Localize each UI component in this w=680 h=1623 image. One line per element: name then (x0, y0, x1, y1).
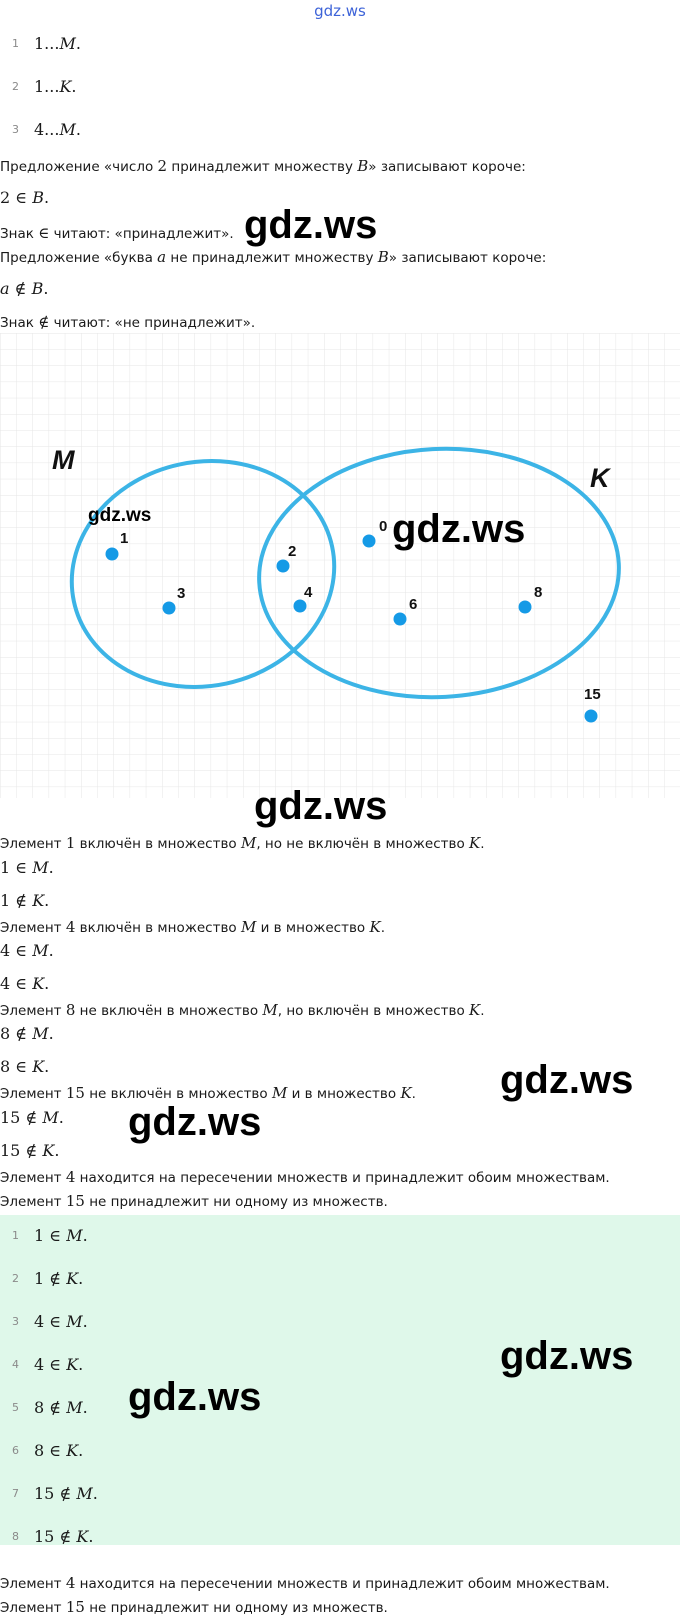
list-value: 1 ∈ M. (34, 1226, 88, 1245)
list-value: 1 ∉ K. (34, 1269, 84, 1288)
theory-formula-1: 2 ∈ B. (0, 188, 50, 207)
list-number: 1 (12, 37, 19, 50)
explanation-sentence-3: Элемент 8 не включён в множество M, но включён в множество K. (0, 1001, 485, 1019)
list-item (12, 119, 81, 141)
point-dot (519, 601, 532, 614)
list-number: 4 (12, 1358, 19, 1371)
list-value: 1...K. (34, 77, 77, 96)
point-dot (163, 602, 176, 615)
answer-item (12, 1268, 83, 1290)
theory-sentence-4: Знак ∉ читают: «не принадлежит». (0, 313, 256, 331)
answer-item (12, 1225, 88, 1247)
point-label: 2 (288, 543, 297, 560)
answer-item (12, 1397, 88, 1419)
point-label: 0 (379, 518, 388, 535)
watermark: gdz.ws (88, 505, 152, 526)
explanation-sentence-4: Элемент 15 не включён в множество M и в множество K. (0, 1084, 416, 1102)
explanation-formula: 8 ∈ K. (0, 1057, 50, 1076)
point-label: 1 (120, 530, 129, 547)
point-dot (394, 613, 407, 626)
point-label: 6 (409, 596, 418, 613)
list-number: 5 (12, 1401, 19, 1414)
list-number: 2 (12, 80, 19, 93)
list-number: 6 (12, 1444, 19, 1457)
theory-sentence-2: Знак ∈ читают: «принадлежит». (0, 224, 234, 242)
set-k-label: K (590, 463, 610, 493)
explanation-conclusion-2: Элемент 15 не принадлежит ни одному из множеств. (0, 1192, 388, 1210)
watermark: gdz.ws (500, 1058, 634, 1102)
list-number: 3 (12, 1315, 19, 1328)
watermark: gdz.ws (244, 203, 378, 247)
answer-conclusion-1: Элемент 4 находится на пересечении множеств и принадлежит обоим множествам. (0, 1574, 610, 1592)
point-dot (294, 600, 307, 613)
list-number: 8 (12, 1530, 19, 1543)
list-value: 4 ∈ K. (34, 1355, 84, 1374)
grid-background (0, 333, 680, 798)
list-item (12, 76, 76, 98)
explanation-formula: 1 ∉ K. (0, 891, 50, 910)
explanation-formula: 4 ∈ M. (0, 941, 54, 960)
explanation-sentence-1: Элемент 1 включён в множество M, но не включён в множество K. (0, 834, 485, 852)
answer-item (12, 1526, 93, 1548)
explanation-formula: 4 ∈ K. (0, 974, 50, 993)
point-label: 15 (584, 686, 601, 703)
list-number: 1 (12, 1229, 19, 1242)
theory-formula-2: a ∉ B. (0, 279, 49, 298)
point-dot (363, 535, 376, 548)
watermark: gdz.ws (128, 1375, 262, 1419)
answer-item (12, 1440, 83, 1462)
explanation-formula: 8 ∉ M. (0, 1024, 54, 1043)
list-number: 7 (12, 1487, 19, 1500)
list-value: 15 ∉ K. (34, 1527, 94, 1546)
point-label: 4 (304, 584, 313, 601)
venn-diagram (0, 333, 680, 798)
list-number: 3 (12, 123, 19, 136)
theory-sentence-3: Предложение «буква a не принадлежит множеству B» записывают короче: (0, 248, 547, 266)
list-value: 4 ∈ M. (34, 1312, 88, 1331)
list-value: 4...M. (34, 120, 81, 139)
watermark: gdz.ws (500, 1334, 634, 1378)
list-value: 8 ∉ M. (34, 1398, 88, 1417)
answer-item (12, 1311, 88, 1333)
point-dot (277, 560, 290, 573)
answer-panel (0, 1215, 680, 1545)
point-dot (585, 710, 598, 723)
point-dot (106, 548, 119, 561)
explanation-formula: 15 ∉ K. (0, 1141, 60, 1160)
answer-conclusion-2: Элемент 15 не принадлежит ни одному из множеств. (0, 1598, 388, 1616)
theory-sentence-1: Предложение «число 2 принадлежит множеству B» записывают короче: (0, 157, 526, 175)
explanation-formula: 1 ∈ M. (0, 858, 54, 877)
list-number: 2 (12, 1272, 19, 1285)
watermark: gdz.ws (254, 784, 388, 828)
explanation-formula: 15 ∉ M. (0, 1108, 64, 1127)
watermark: gdz.ws (392, 507, 526, 551)
list-value: 15 ∉ M. (34, 1484, 98, 1503)
point-label: 3 (177, 585, 186, 602)
watermark: gdz.ws (128, 1100, 262, 1144)
list-value: 8 ∈ K. (34, 1441, 84, 1460)
list-item (12, 33, 81, 55)
answer-item (12, 1483, 98, 1505)
answer-item (12, 1354, 83, 1376)
site-header-link[interactable]: gdz.ws (314, 2, 366, 20)
explanation-sentence-2: Элемент 4 включён в множество M и в множество K. (0, 918, 385, 936)
point-label: 8 (534, 584, 543, 601)
set-m-label: M (52, 445, 75, 475)
explanation-conclusion-1: Элемент 4 находится на пересечении множеств и принадлежит обоим множествам. (0, 1168, 610, 1186)
list-value: 1...M. (34, 34, 81, 53)
